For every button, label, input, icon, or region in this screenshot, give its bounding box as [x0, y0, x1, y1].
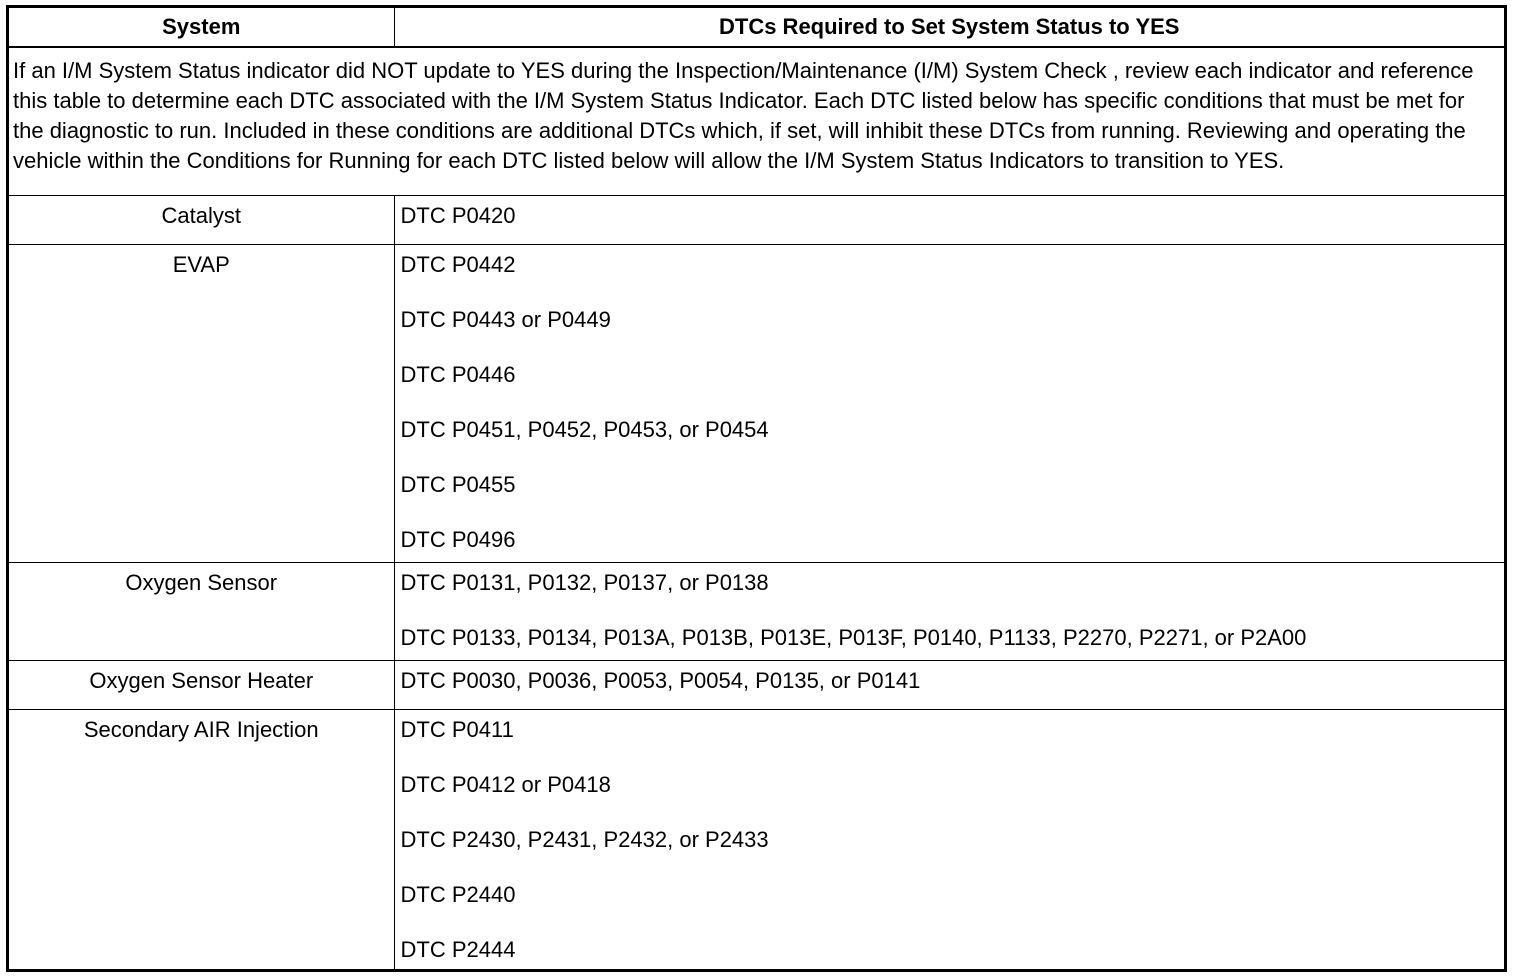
dtc-line: DTC P0133, P0134, P013A, P013B, P013E, P013F, P0140, P1133, P2270, P2271, or P2A00: [400, 624, 1307, 650]
header-row: [9, 8, 1504, 47]
table: [9, 8, 1504, 972]
dtc-line: DTC P0496: [400, 526, 516, 552]
dtc-line: DTC P0451, P0452, P0453, or P0454: [400, 416, 769, 442]
dtc-line: DTC P2430, P2431, P2432, or P2433: [400, 826, 769, 852]
dtc-line: DTC P0420: [400, 202, 516, 228]
intro-text: If an I/M System Status indicator did NOT update to YES during the Inspection/Maintenance (I/M) System Check , review each indicator and reference this table to determine each DTC associated with the I/M System Status Indicator. Each DTC listed below has specific conditions that must be met for the diagnostic to run. Included in these conditions are additional DTCs which, if set, will inhibit these DTCs from running. Reviewing and operating the vehicle within the Conditions for Running for each DTC listed below will allow the I/M System Status Indicators to transition to YES.: [9, 47, 1504, 195]
table-row: [9, 244, 1504, 562]
dtc-line: DTC P0412 or P0418: [400, 771, 611, 797]
system-cell: Oxygen Sensor: [9, 562, 394, 660]
header-system: System: [9, 8, 394, 47]
dtc-line: DTC P0030, P0036, P0053, P0054, P0135, or P0141: [400, 667, 921, 693]
system-cell: EVAP: [9, 244, 394, 562]
dtc-line: DTC P0446: [400, 361, 516, 387]
dtc-cell: [394, 195, 1504, 244]
dtc-system-status-table: [6, 5, 1507, 972]
system-cell: Secondary AIR Injection: [9, 709, 394, 972]
system-cell: Oxygen Sensor Heater: [9, 660, 394, 709]
table-row: [9, 195, 1504, 244]
table-row: [9, 660, 1504, 709]
dtc-line: DTC P0443 or P0449: [400, 306, 611, 332]
dtc-line: DTC P0131, P0132, P0137, or P0138: [400, 569, 769, 595]
dtc-cell: [394, 244, 1504, 562]
system-cell: Catalyst: [9, 195, 394, 244]
dtc-cell: [394, 562, 1504, 660]
table-row: [9, 709, 1504, 972]
dtc-line: DTC P0411: [400, 716, 514, 742]
dtc-cell: [394, 660, 1504, 709]
table-row: [9, 562, 1504, 660]
dtc-line: DTC P0442: [400, 251, 516, 277]
dtc-cell: [394, 709, 1504, 972]
header-dtcs: DTCs Required to Set System Status to YES: [394, 8, 1504, 47]
intro-row: [9, 47, 1504, 195]
dtc-line: DTC P0455: [400, 471, 516, 497]
dtc-line: DTC P2444: [400, 936, 516, 962]
dtc-line: DTC P2440: [400, 881, 516, 907]
